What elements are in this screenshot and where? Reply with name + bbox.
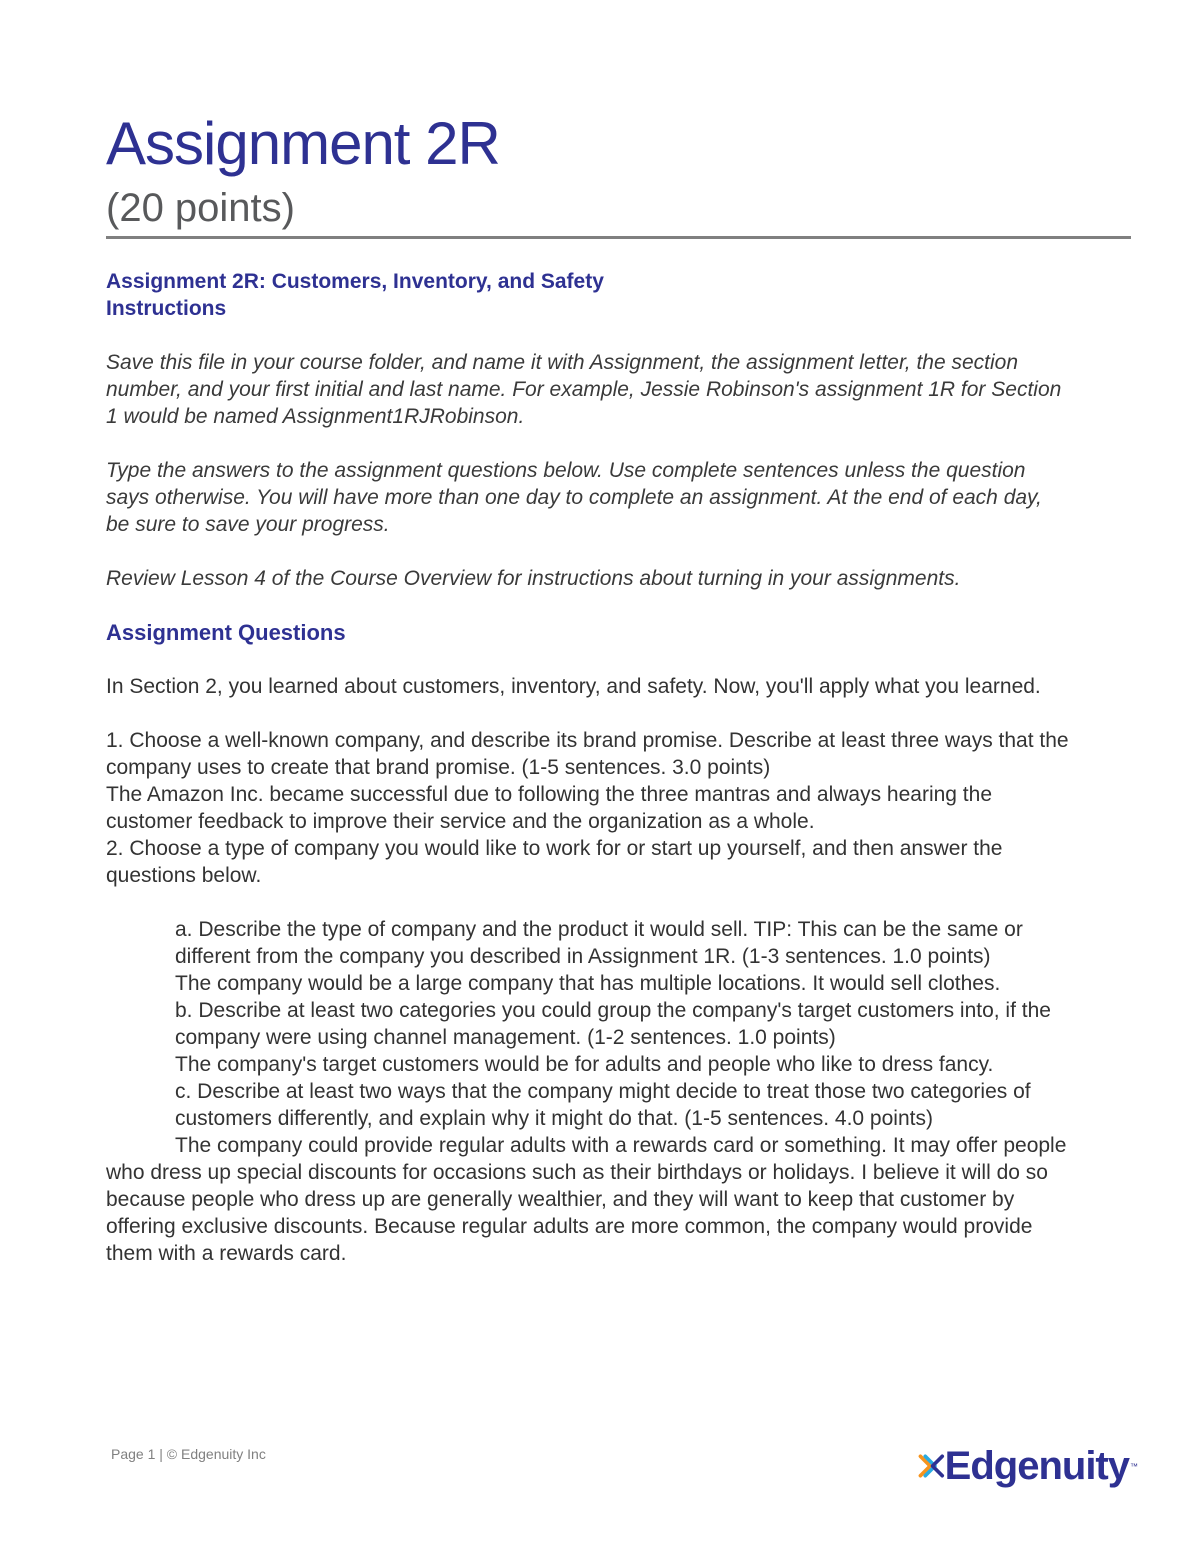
trademark-symbol: ™	[1130, 1461, 1138, 1471]
points-subtitle: (20 points)	[106, 186, 295, 230]
question-2b: b. Describe at least two categories you could group the company's target customers into, if the company were using channel management. (1-2 sentences. 1.0 points)	[175, 999, 1051, 1049]
question-2c: c. Describe at least two ways that the company might decide to treat those two categories of customers differently, and explain why it might do that. (1-5 sentences. 4.0 points)	[175, 1080, 1031, 1130]
document-title: Assignment 2R	[106, 110, 500, 177]
answer-2b: The company's target customers would be for adults and people who like to dress fancy.	[175, 1053, 994, 1076]
question-1: 1. Choose a well-known company, and describe its brand promise. Describe at least three ways that the company uses to create that brand promise. (1-5 sentences. 3.0 points)	[106, 729, 1069, 779]
instructions-paragraph-1: Save this file in your course folder, and name it with Assignment, the assignment letter, the section number, and your first initial and last name. For example, Jessie Robinson's assignment 1R for Section 1 would be named Assignment1RJRobinson.	[106, 351, 1062, 428]
instructions-subheading: Instructions	[106, 297, 227, 320]
instructions-heading: Assignment 2R: Customers, Inventory, and Safety	[106, 270, 604, 293]
edgenuity-logo	[918, 1440, 1138, 1492]
title-divider	[106, 236, 1131, 239]
page-footer: Page 1 | © Edgenuity Inc	[111, 1446, 266, 1462]
document-body	[106, 268, 1071, 1267]
question-2: 2. Choose a type of company you would like to work for or start up yourself, and then answer the questions below.	[106, 837, 1003, 887]
instructions-paragraph-3: Review Lesson 4 of the Course Overview for instructions about turning in your assignments.	[106, 567, 961, 590]
edgenuity-wordmark: Edgenuity	[944, 1444, 1129, 1488]
answer-1: The Amazon Inc. became successful due to following the three mantras and always hearing the customer feedback to improve their service and the organization as a whole.	[106, 783, 992, 833]
edgenuity-x-icon	[918, 1444, 945, 1488]
instructions-paragraph-2: Type the answers to the assignment questions below. Use complete sentences unless the question says otherwise. You will have more than one day to complete an assignment. At the end of each day, be sure to save your progress.	[106, 459, 1042, 536]
questions-heading: Assignment Questions	[106, 620, 346, 645]
questions-intro: In Section 2, you learned about customers, inventory, and safety. Now, you'll apply what you learned.	[106, 675, 1041, 698]
answer-2a: The company would be a large company that has multiple locations. It would sell clothes.	[175, 972, 1001, 995]
question-2a: a. Describe the type of company and the product it would sell. TIP: This can be the same or different from the company you described in Assignment 1R. (1-3 sentences. 1.0 points)	[175, 918, 1023, 968]
answer-2c: The company could provide regular adults with a rewards card or something. It may offer people who dress up special discounts for occasions such as their birthdays or holidays. I believe it will do so because people who dress up are generally wealthier, and they will want to keep that customer by offering exclusive discounts. Because regular adults are more common, the company would provide them with a rewards card.	[106, 1134, 1067, 1265]
